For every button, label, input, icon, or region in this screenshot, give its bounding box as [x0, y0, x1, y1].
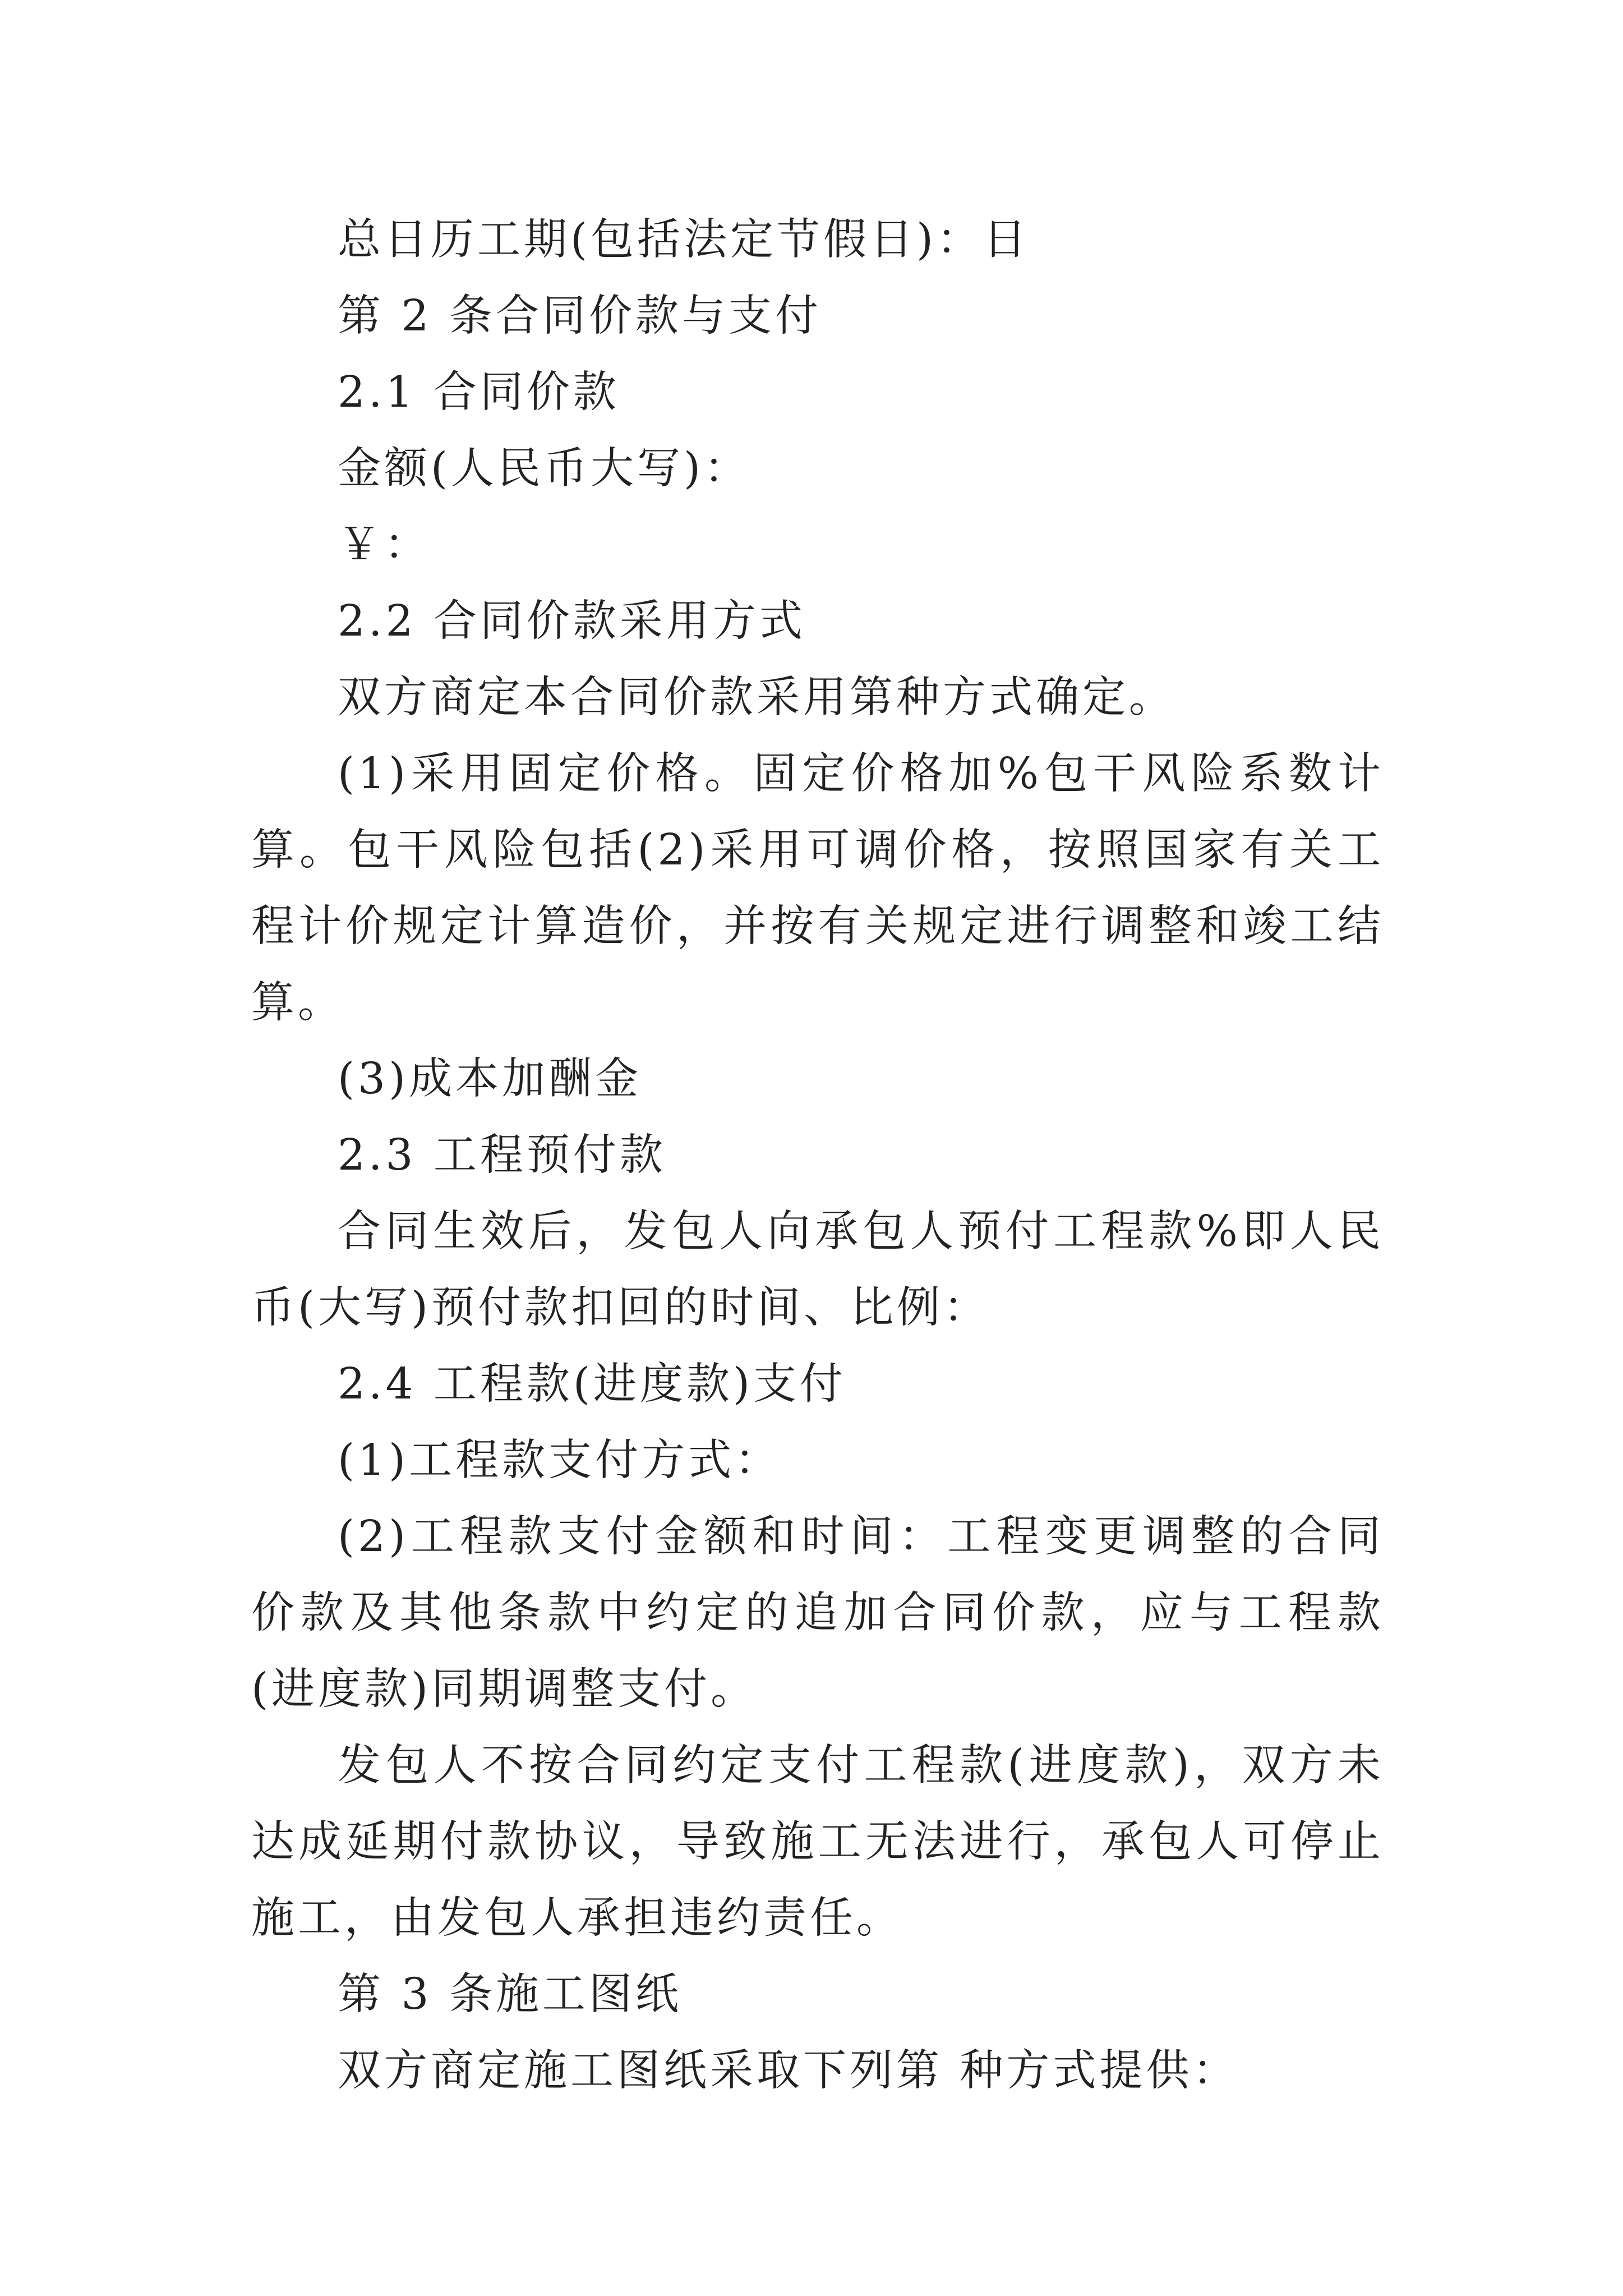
heading-2-1: 2.1 合同价款 — [338, 367, 620, 417]
paragraph-total-duration: 总日历工期(包括法定节假日)：日 — [338, 215, 1030, 265]
heading-article-3: 第 3 条施工图纸 — [338, 1970, 682, 2019]
paragraph-advance-payment: 合同生效后，发包人向承包人预付工程款%即人民币(大写)预付款扣回的时间、比例： — [251, 1207, 1384, 1333]
paragraph-price-method: 双方商定本合同价款采用第种方式确定。 — [338, 673, 1175, 723]
paragraph-default-liability: 发包人不按合同约定支付工程款(进度款)，双方未达成延期付款协议，导致施工无法进行，承包人可停止施工，由发包人承担违约责任。 — [251, 1741, 1384, 1943]
paragraph-amount-yen: ￥： — [338, 520, 431, 570]
paragraph-fixed-price: (1)采用固定价格。固定价格加%包干风险系数计算。包干风险包括(2)采用可调价格，按照国家有关工程计价规定计算造价，并按有关规定进行调整和竣工结算。 — [251, 749, 1384, 1028]
heading-article-2: 第 2 条合同价款与支付 — [338, 291, 822, 341]
heading-2-2: 2.2 合同价款采用方式 — [338, 596, 806, 646]
paragraph-amount-words: 金额(人民币大写)： — [338, 444, 751, 494]
paragraph-payment-method: (1)工程款支付方式： — [338, 1435, 782, 1485]
contract-text — [251, 202, 1384, 2109]
paragraph-drawings-method: 双方商定施工图纸采取下列第 种方式提供： — [338, 2046, 1239, 2096]
paragraph-cost-plus: (3)成本加酬金 — [338, 1054, 642, 1104]
heading-2-3: 2.3 工程预付款 — [338, 1130, 666, 1180]
paragraph-payment-amount: (2)工程款支付金额和时间：工程变更调整的合同价款及其他条款中约定的追加合同价款，应与工程款(进度款)同期调整支付。 — [251, 1512, 1384, 1714]
heading-2-4: 2.4 工程款(进度款)支付 — [338, 1359, 847, 1409]
